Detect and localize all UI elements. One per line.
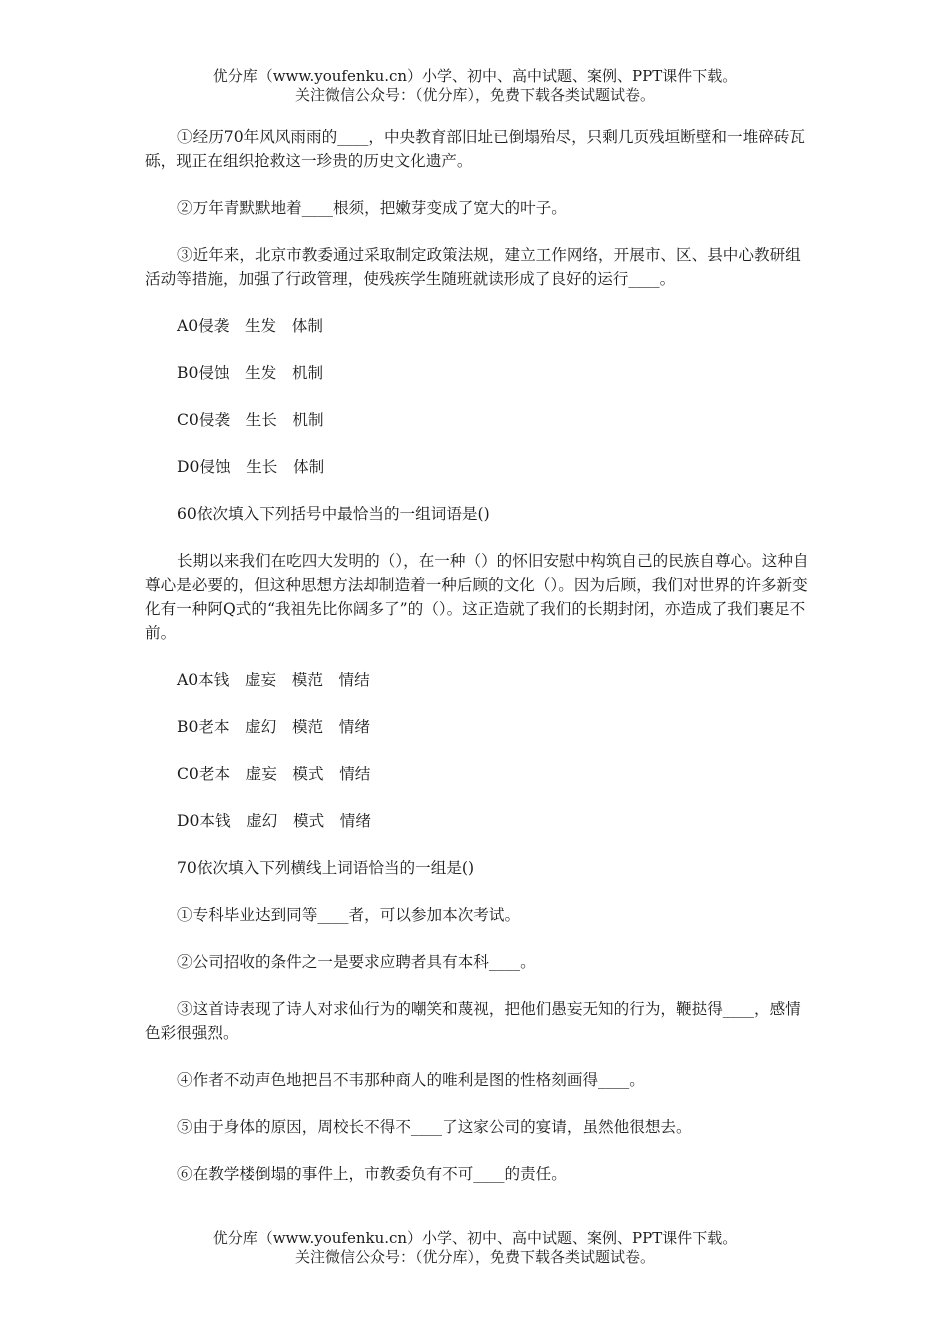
footer-line-1: 优分库（www.youfenku.cn）小学、初中、高中试题、案例、PPT课件下载。 bbox=[212, 1229, 738, 1247]
q7-sentence-3: ③这首诗表现了诗人对求仙行为的嘲笑和蔑视，把他们愚妄无知的行为，鞭挞得____，感情色彩很强烈。 bbox=[145, 1000, 801, 1042]
q5-option-c: C0侵袭 生长 机制 bbox=[177, 411, 324, 429]
paragraph-sentence-3: ③近年来，北京市教委通过采取制定政策法规，建立工作网络，开展市、区、县中心教研组活动等措施，加强了行政管理，使残疾学生随班就读形成了良好的运行____。 bbox=[145, 246, 801, 288]
question-6-stem: 60依次填入下列括号中最恰当的一组词语是() bbox=[177, 505, 490, 523]
q5-option-b: B0侵蚀 生发 机制 bbox=[177, 364, 324, 382]
q6-option-b: B0老本 虚幻 模范 情绪 bbox=[177, 718, 370, 736]
page-header bbox=[0, 67, 950, 105]
q5-option-d: D0侵蚀 生长 体制 bbox=[177, 458, 325, 476]
q7-sentence-4: ④作者不动声色地把吕不韦那种商人的唯利是图的性格刻画得____。 bbox=[177, 1071, 645, 1089]
footer-line-2: 关注微信公众号：（优分库），免费下载各类试题试卷。 bbox=[294, 1248, 655, 1266]
question-7-stem: 70依次填入下列横线上词语恰当的一组是() bbox=[177, 859, 475, 877]
paragraph-sentence-2: ②万年青默默地着____根须，把嫩芽变成了宽大的叶子。 bbox=[177, 199, 567, 217]
header-line-2: 关注微信公众号：（优分库），免费下载各类试题试卷。 bbox=[294, 86, 655, 104]
q7-sentence-1: ①专科毕业达到同等____者，可以参加本次考试。 bbox=[177, 906, 521, 924]
q7-sentence-5: ⑤由于身体的原因，周校长不得不____了这家公司的宴请，虽然他很想去。 bbox=[177, 1118, 692, 1136]
page-footer bbox=[0, 1229, 950, 1267]
q6-option-c: C0老本 虚妄 模式 情结 bbox=[177, 765, 371, 783]
q7-sentence-6: ⑥在教学楼倒塌的事件上，市教委负有不可____的责任。 bbox=[177, 1165, 567, 1183]
document-body bbox=[145, 125, 810, 1186]
q5-option-a: A0侵袭 生发 体制 bbox=[177, 317, 323, 335]
q6-option-a: A0本钱 虚妄 模范 情结 bbox=[177, 671, 370, 689]
question-6-passage: 长期以来我们在吃四大发明的（），在一种（）的怀旧安慰中构筑自己的民族自尊心。这种自尊心是必要的，但这种思想方法却制造着一种后顾的文化（）。因为后顾，我们对世界的许多新变化有一种阿Q式的“我祖先比你阔多了”的（）。这正造就了我们的长期封闭，亦造成了我们裹足不前。 bbox=[145, 552, 809, 642]
header-line-1: 优分库（www.youfenku.cn）小学、初中、高中试题、案例、PPT课件下载。 bbox=[212, 67, 738, 85]
q6-option-d: D0本钱 虚幻 模式 情绪 bbox=[177, 812, 371, 830]
q7-sentence-2: ②公司招收的条件之一是要求应聘者具有本科____。 bbox=[177, 953, 536, 971]
paragraph-sentence-1: ①经历70年风风雨雨的____，中央教育部旧址已倒塌殆尽，只剩几页残垣断壁和一堆碎砖瓦砾，现正在组织抢救这一珍贵的历史文化遗产。 bbox=[145, 128, 805, 170]
